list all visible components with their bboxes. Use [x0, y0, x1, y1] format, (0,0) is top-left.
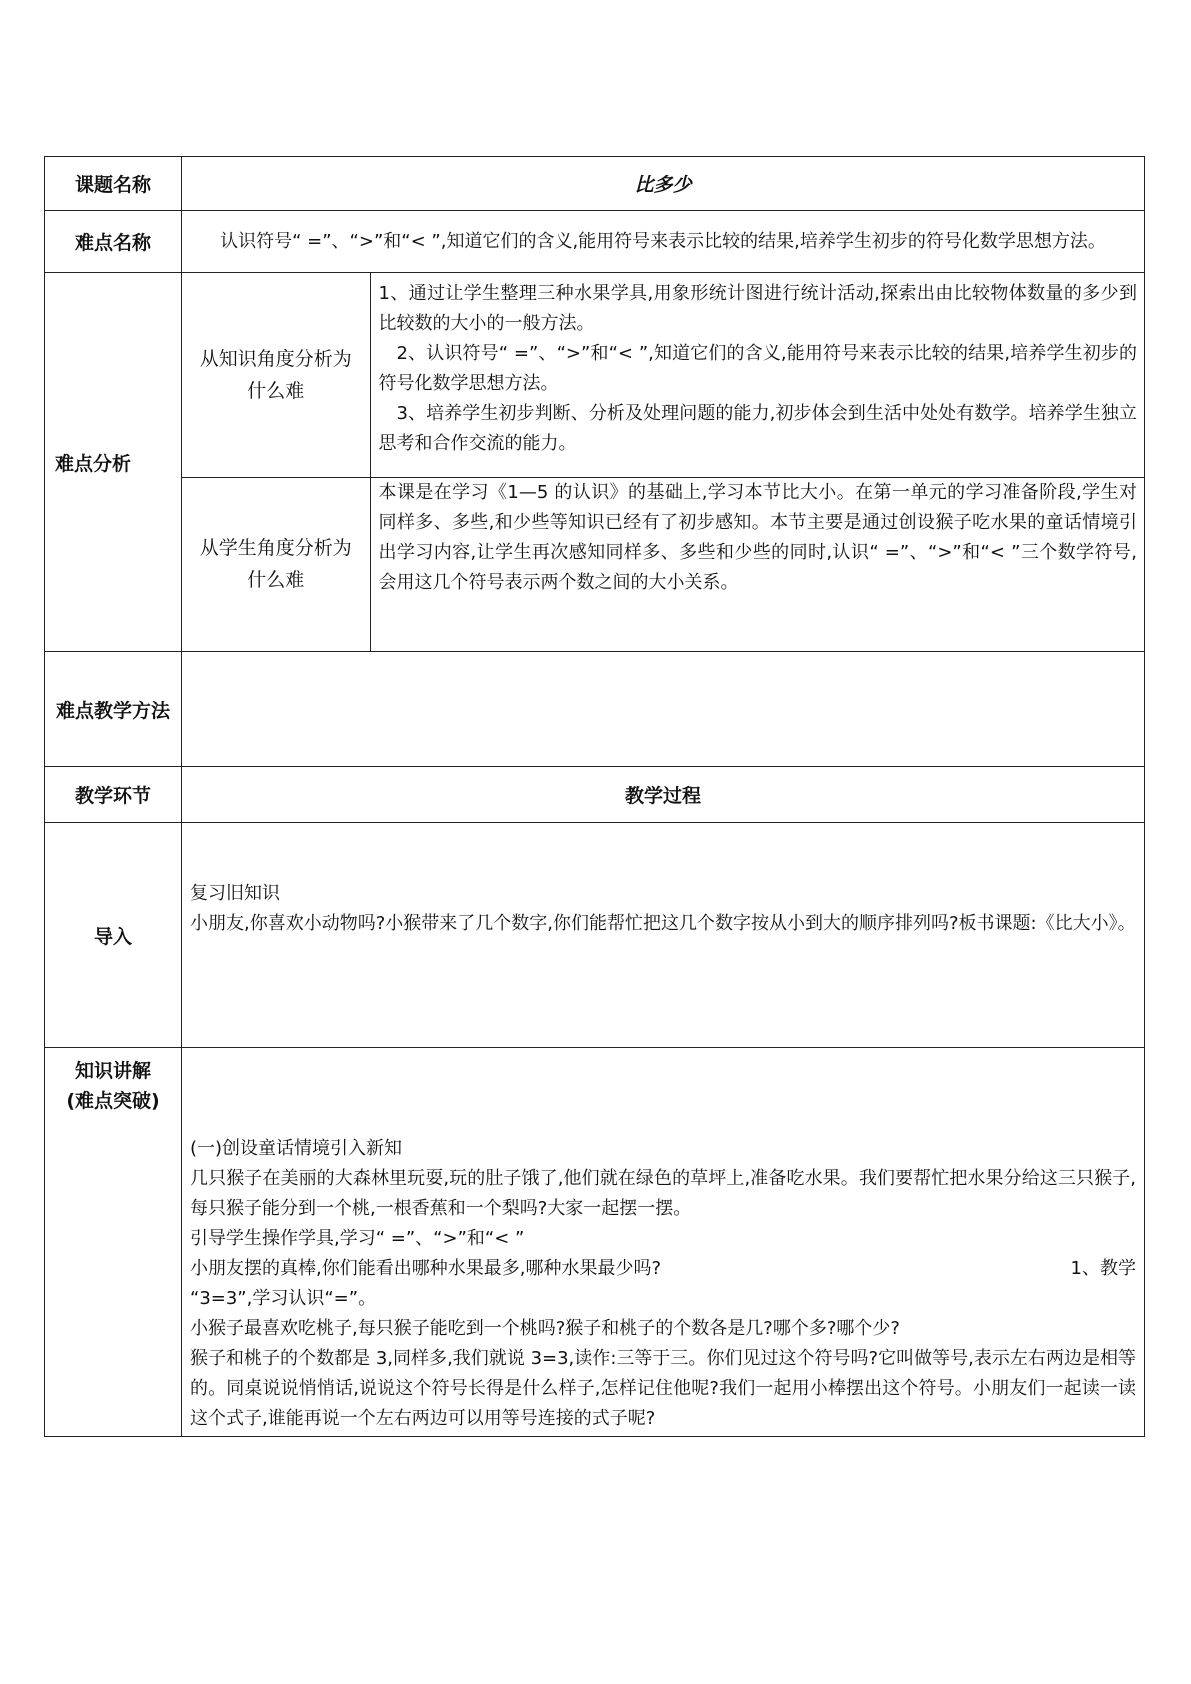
stage-header: 教学环节	[45, 767, 182, 823]
intro-line-1: 复习旧知识	[190, 883, 280, 904]
topic-value: 比多少	[182, 157, 1145, 211]
knowledge-content	[182, 1048, 1145, 1437]
knowledge-question-line	[190, 1254, 1136, 1284]
intro-line-2: 小朋友,你喜欢小动物吗?小猴带来了几个数字,你们能帮忙把这几个数字按从小到大的顺序排列吗?板书课题:《比大小》。	[190, 913, 1136, 934]
knowledge-label-line-1: 知识讲解	[74, 1060, 151, 1082]
analysis-row	[45, 273, 1145, 652]
difficulty-label: 难点名称	[45, 211, 182, 273]
method-row	[45, 652, 1145, 767]
knowledge-angle-row	[182, 273, 1145, 477]
knowledge-line-5: 小猴子最喜欢吃桃子,每只猴子能吃到一个桃吗?猴子和桃子的个数各是几?哪个多?哪个少?	[190, 1318, 900, 1339]
knowledge-line-4: “3=3”,学习认识“=”。	[190, 1288, 377, 1309]
knowledge-line-3: 引导学生操作学具,学习“ =”、“>”和“< ”	[190, 1228, 525, 1249]
difficulty-row	[45, 211, 1145, 273]
topic-row	[45, 157, 1145, 211]
knowledge-line-1: (一)创设童话情境引入新知	[190, 1138, 403, 1159]
knowledge-point-2: 2、认识符号“ =”、“>”和“< ”,知道它们的含义,能用符号来表示比较的结果,培养学生初步的符号化数学思想方法。	[378, 343, 1137, 394]
lesson-plan-table	[44, 156, 1145, 1437]
knowledge-point-3: 3、培养学生初步判断、分析及处理问题的能力,初步体会到生活中处处有数学。培养学生独立思考和合作交流的能力。	[378, 403, 1137, 454]
student-angle-label: 从学生角度分析为什么难	[182, 477, 370, 651]
method-label: 难点教学方法	[45, 652, 182, 767]
process-header: 教学过程	[182, 767, 1145, 823]
student-angle-row	[182, 477, 1145, 651]
analysis-label: 难点分析	[45, 273, 182, 652]
analysis-inner-table	[182, 273, 1145, 651]
knowledge-teach-1: 1、教学	[1070, 1258, 1136, 1279]
lesson-plan-page	[44, 156, 1144, 1437]
process-header-row	[45, 767, 1145, 823]
knowledge-row	[45, 1048, 1145, 1437]
analysis-cell	[182, 273, 1145, 652]
student-angle-text: 本课是在学习《1—5 的认识》的基础上,学习本节比大小。在第一单元的学习准备阶段,学生对同样多、多些,和少些等知识已经有了初步感知。本节主要是通过创设猴子吃水果的童话情境引出学习内容,让学生再次感知同样多、多些和少些的同时,认识“ =”、“>”和“< ”三个数学符号,会用这几个符号表示两个数之间的大小关系。	[378, 481, 1137, 593]
knowledge-question: 小朋友摆的真棒,你们能看出哪种水果最多,哪种水果最少吗?	[190, 1258, 661, 1279]
intro-row	[45, 823, 1145, 1048]
knowledge-angle-text	[370, 273, 1145, 477]
knowledge-angle-label: 从知识角度分析为什么难	[182, 273, 370, 477]
difficulty-value: 认识符号“ =”、“>”和“< ”,知道它们的含义,能用符号来表示比较的结果,培养学生初步的符号化数学思想方法。	[182, 211, 1145, 273]
knowledge-line-2: 几只猴子在美丽的大森林里玩耍,玩的肚子饿了,他们就在绿色的草坪上,准备吃水果。我们要帮忙把水果分给这三只猴子,每只猴子能分到一个桃,一根香蕉和一个梨吗?大家一起摆一摆。	[190, 1168, 1136, 1219]
knowledge-label	[45, 1048, 182, 1437]
method-value	[182, 652, 1145, 767]
knowledge-line-6: 猴子和桃子的个数都是 3,同样多,我们就说 3=3,读作:三等于三。你们见过这个符号吗?它叫做等号,表示左右两边是相等的。同桌说说悄悄话,说说这个符号长得是什么样子,怎样记住他呢?我们一起用小棒摆出这个符号。小朋友们一起读一读这个式子,谁能再说一个左右两边可以用等号连接的式子呢?	[190, 1348, 1136, 1429]
knowledge-label-line-2: (难点突破)	[66, 1090, 160, 1112]
intro-label: 导入	[45, 823, 182, 1048]
topic-label: 课题名称	[45, 157, 182, 211]
intro-content	[182, 823, 1145, 1048]
knowledge-point-1: 1、通过让学生整理三种水果学具,用象形统计图进行统计活动,探索出由比较物体数量的多少到比较数的大小的一般方法。	[378, 283, 1137, 334]
